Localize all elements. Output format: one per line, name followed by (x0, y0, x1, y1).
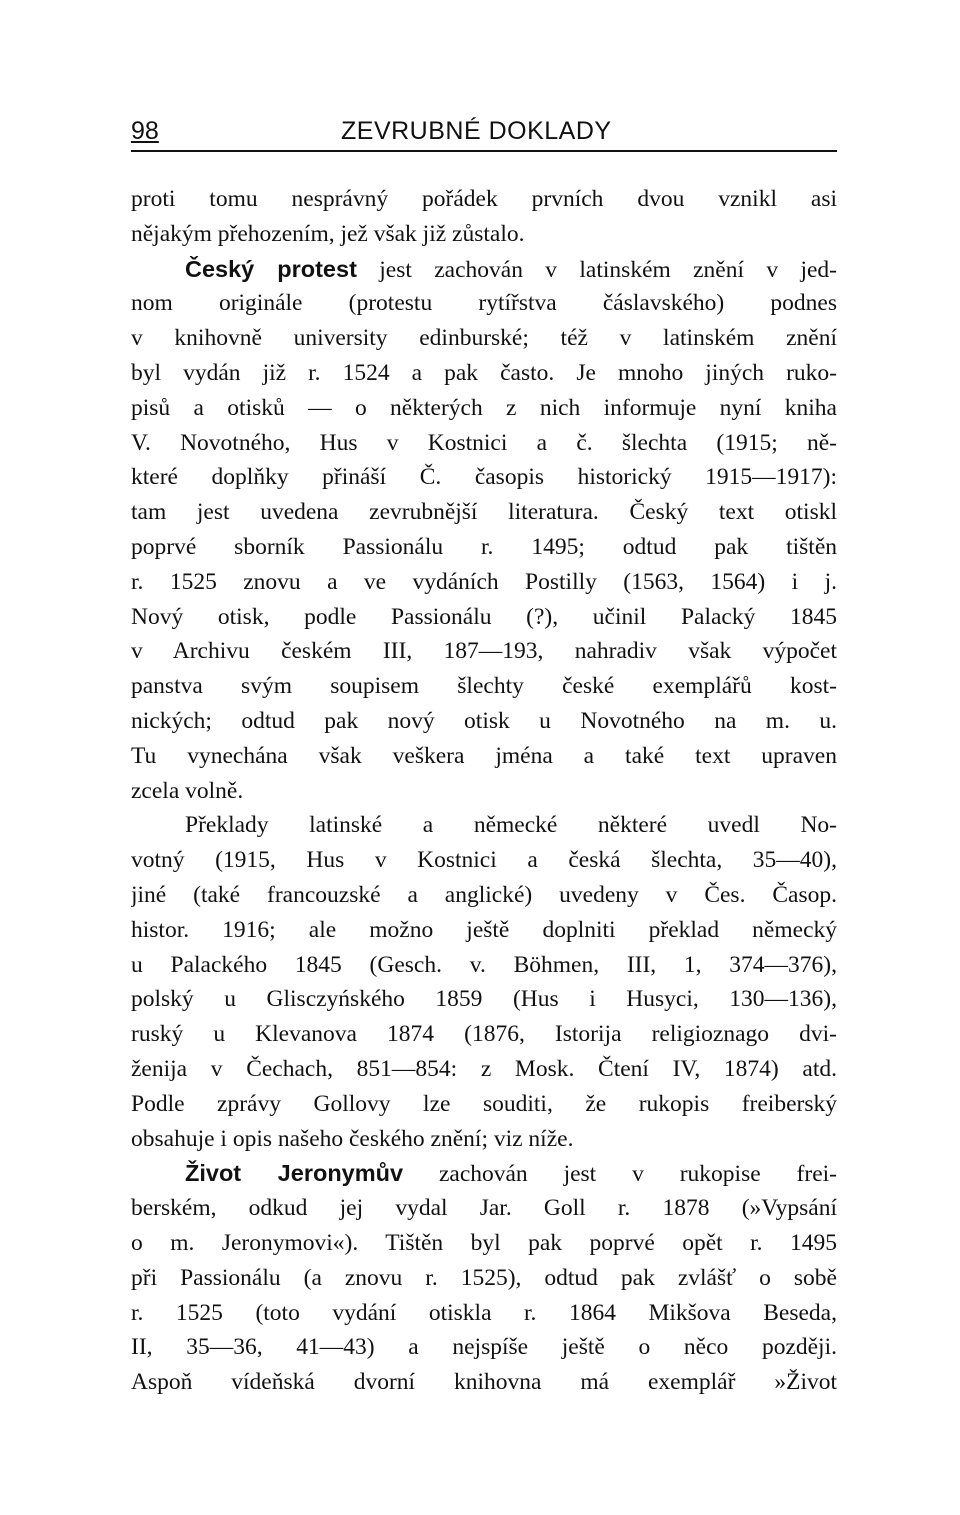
text-line (131, 217, 837, 252)
page-number: 98 (131, 117, 159, 145)
line-text: o m. Jeronymovi«). Tištěn byl pak poprvé opět r. 1495 (131, 1229, 837, 1256)
line-text: Podle zprávy Gollovy lze souditi, že rukopis freiberský (131, 1090, 837, 1117)
section-heading: Život Jeronymův (185, 1160, 404, 1187)
text-line (131, 252, 837, 287)
text-line (131, 739, 837, 774)
text-line (131, 982, 837, 1017)
line-text: polský u Glisczyńského 1859 (Hus i Husyci, 130—136), (131, 986, 837, 1013)
text-line (131, 321, 837, 356)
line-text: u Palackého 1845 (Gesch. v. Böhmen, III, 1, 374—376), (131, 951, 837, 978)
line-text: v Archivu českém III, 187—193, nahradiv však výpočet (131, 638, 837, 665)
text-line (131, 704, 837, 739)
text-line (131, 948, 837, 983)
text-line (131, 878, 837, 913)
line-text: nických; odtud pak nový otisk u Novotného na m. u. (131, 707, 837, 734)
text-line (131, 913, 837, 948)
running-header (131, 114, 837, 152)
line-text: histor. 1916; ale možno ještě doplniti překlad německý (131, 916, 837, 943)
line-text: obsahuje i opis našeho českého znění; viz níže. (131, 1125, 574, 1152)
line-text: Aspoň vídeňská dvorní knihovna má exemplář »Život (131, 1369, 837, 1396)
text-line (131, 495, 837, 530)
body-text (131, 182, 837, 1400)
line-text: ženija v Čechach, 851—854: z Mosk. Čtení IV, 1874) atd. (131, 1055, 837, 1082)
text-line (131, 182, 837, 217)
line-text: Nový otisk, podle Passionálu (?), učinil Palacký 1845 (131, 603, 837, 630)
line-text: r. 1525 (toto vydání otiskla r. 1864 Mikšova Beseda, (131, 1299, 837, 1326)
text-line (131, 808, 837, 843)
line-text: Překlady latinské a německé některé uvedl No- (185, 812, 837, 839)
line-text: zachován jest v rukopise frei- (403, 1161, 837, 1188)
line-text: nějakým přehozením, jež však již zůstalo. (131, 220, 525, 247)
text-line (131, 1226, 837, 1261)
text-line (131, 565, 837, 600)
text-line (131, 1122, 837, 1157)
line-text: II, 35—36, 41—43) a nejspíše ještě o něco později. (131, 1334, 837, 1361)
line-text: nom originále (protestu rytířstva čáslavského) podnes (131, 290, 837, 317)
line-text: jiné (také francouzské a anglické) uvedeny v Čes. Časop. (131, 881, 837, 908)
text-line (131, 843, 837, 878)
line-text: r. 1525 znovu a ve vydáních Postilly (1563, 1564) i j. (131, 568, 837, 595)
running-title: ZEVRUBNÉ DOKLADY (341, 117, 612, 145)
line-text: panstva svým soupisem šlechty české exemplářů kost- (131, 673, 837, 700)
text-line (131, 356, 837, 391)
section-heading: Český protest (185, 255, 357, 282)
line-text: při Passionálu (a znovu r. 1525), odtud pak zvlášť o sobě (131, 1264, 837, 1291)
text-line (131, 634, 837, 669)
line-text: poprvé sborník Passionálu r. 1495; odtud pak tištěn (131, 533, 837, 560)
text-line (131, 1191, 837, 1226)
text-line (131, 1087, 837, 1122)
line-text: v knihovně university edinburské; též v latinském znění (131, 325, 837, 352)
text-line (131, 286, 837, 321)
line-text: V. Novotného, Hus v Kostnici a č. šlechta (1915; ně- (131, 429, 837, 456)
text-line (131, 391, 837, 426)
text-line (131, 1365, 837, 1400)
text-line (131, 1330, 837, 1365)
text-line (131, 774, 837, 809)
text-line (131, 1052, 837, 1087)
line-text: tam jest uvedena zevrubnější literatura. Český text otiskl (131, 499, 837, 526)
line-text: proti tomu nesprávný pořádek prvních dvou vznikl asi (131, 186, 837, 212)
line-text: zcela volně. (131, 777, 244, 804)
line-text: které doplňky přináší Č. časopis historický 1915—1917): (131, 464, 837, 491)
text-line (131, 669, 837, 704)
text-line (131, 1261, 837, 1296)
line-text: ruský u Klevanova 1874 (1876, Istorija religioznago dvi- (131, 1021, 837, 1048)
text-line (131, 530, 837, 565)
line-text: byl vydán již r. 1524 a pak často. Je mnoho jiných ruko- (131, 359, 837, 386)
text-line (131, 1017, 837, 1052)
line-text: votný (1915, Hus v Kostnici a česká šlechta, 35—40), (131, 847, 837, 874)
text-line (131, 460, 837, 495)
text-line (131, 426, 837, 461)
line-text: jest zachován v latinském znění v jed- (356, 256, 837, 283)
text-line (131, 1156, 837, 1191)
line-text: berském, odkud jej vydal Jar. Goll r. 1878 (»Vypsání (131, 1195, 837, 1222)
text-line (131, 1296, 837, 1331)
line-text: Tu vynechána však veškera jména a také text upraven (131, 742, 837, 769)
text-line (131, 600, 837, 635)
line-text: pisů a otisků — o některých z nich informuje nyní kniha (131, 394, 837, 421)
